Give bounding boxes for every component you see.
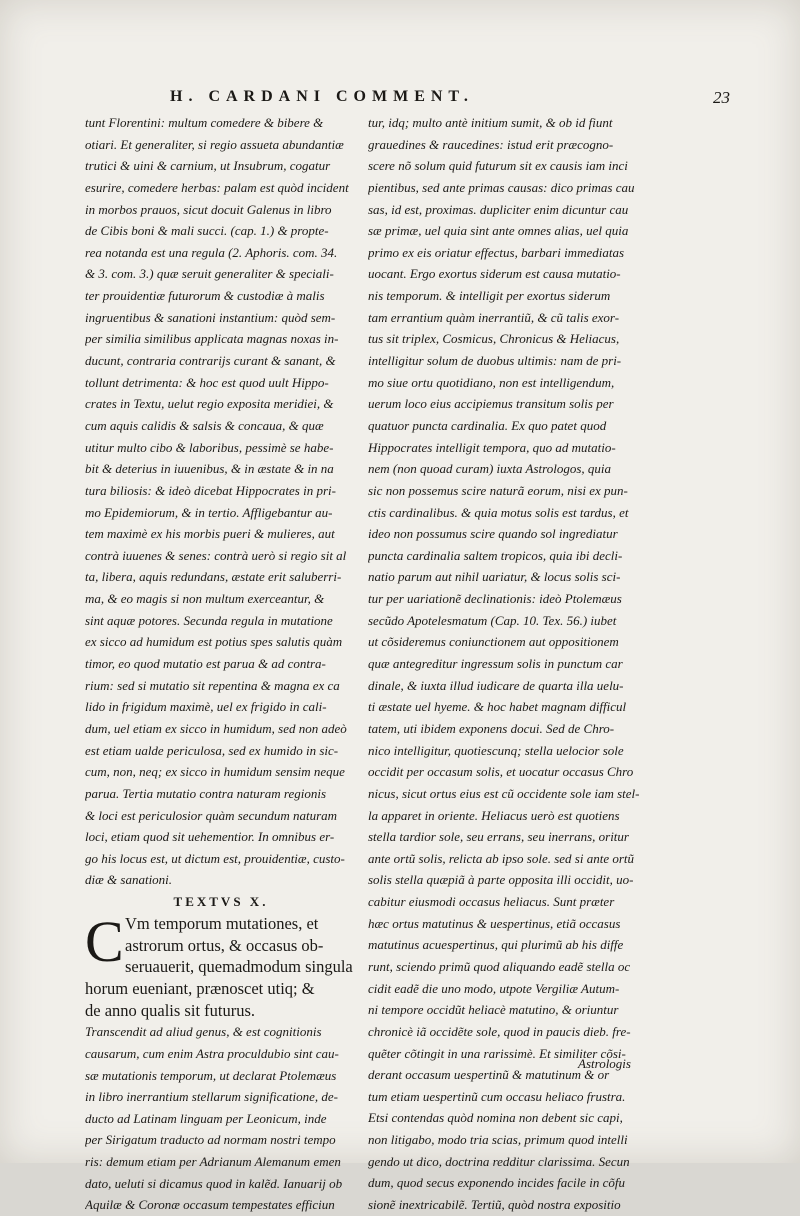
text-line: cidit eadẽ die uno modo, utpote Vergiliæ Autum-	[368, 980, 620, 996]
text-line: dum, uel etiam ex sicco in humidum, sed non adeò	[85, 720, 347, 736]
text-line: stella tardior sole, seu errans, seu inerrans, oritur	[368, 829, 629, 845]
text-line: sic non possemus scire naturã eorum, nisi ex pun-	[368, 482, 628, 498]
text-line: cum, non, neq; ex sicco in humidum sensim neque	[85, 764, 345, 780]
text-line: de Cibis boni & mali succi. (cap. 1.) & propte-	[85, 223, 329, 239]
text-line: in morbos prauos, sicut docuit Galenus in libro	[85, 201, 332, 217]
text-line: non litigabo, modo tria scias, primum quod intelli	[368, 1132, 628, 1148]
text-line: sæ mutationis temporum, ut declarat Ptolemæus	[85, 1067, 337, 1083]
text-line: ducunt, contraria contrarijs curant & sanant, &	[85, 353, 336, 369]
text-line: chronicè iã occidẽte sole, quod in paucis dieb. fre-	[368, 1023, 631, 1039]
section-heading: TEXTVS X.	[173, 894, 269, 910]
text-line: rea notanda est una regula (2. Aphoris. com. 34.	[85, 244, 338, 260]
text-line: intelligitur solum de duobus ultimis: nam de pri-	[368, 353, 622, 369]
text-line: sas, id est, proximas. dupliciter enim dicuntur cau	[368, 201, 629, 217]
text-line: la apparet in oriente. Heliacus uerò est quotiens	[368, 807, 620, 823]
text-line: runt, sciendo primũ quod aliquando eadẽ stella oc	[368, 958, 631, 974]
running-head: H. CARDANI COMMENT.	[170, 88, 474, 105]
text-line: sionẽ inextricabilẽ. Tertiũ, quòd nostra expositio	[368, 1197, 621, 1213]
text-line: quæ antegreditur ingressum solis in punctum car	[368, 656, 623, 672]
text-line: Etsi contendas quòd nomina non debent sic capi,	[368, 1110, 623, 1126]
text-line: cabitur eiusmodi occasus heliacus. Sunt præter	[368, 894, 615, 910]
text-line: primo ex eis oriatur effectus, barbari immediatas	[368, 244, 625, 260]
text-line: secũdo Apotelesmatum (Cap. 10. Tex. 56.) iubet	[368, 612, 617, 628]
right-column	[368, 112, 648, 1216]
text-block	[85, 909, 357, 1021]
text-line: ante ortũ solis, relicta ab ipso sole. sed si ante ortũ	[368, 850, 635, 866]
text-line: lido in frigidum maximè, uel ex frigido in cali-	[85, 699, 327, 715]
text-line: tur per uariationẽ declinationis: ideò Ptolemæus	[368, 591, 622, 607]
text-line: parua. Tertia mutatio contra naturam regionis	[85, 785, 327, 801]
text-line: ris: demum etiam per Adrianum Alemanum emen	[85, 1154, 341, 1170]
text-line: puncta cardinalia saltem tropicos, quia ibi decli-	[368, 547, 623, 563]
text-line: ideo non possumus scire quando sol ingrediatur	[368, 526, 618, 542]
text-line: causarum, cum enim Astra proculdubio sint cau-	[85, 1045, 339, 1061]
text-line: cum aquis calidis & salsis & concaua, & quæ	[85, 417, 324, 433]
text-line: crates in Textu, uelut regio exposita meridiei, &	[85, 396, 334, 412]
text-line: uocant. Ergo exortus siderum est causa mutatio-	[368, 266, 621, 282]
text-line: & loci est periculosior quàm secundum naturam	[85, 807, 338, 823]
text-line: sint aquæ potores. Secunda regula in mutatione	[85, 612, 333, 628]
text-line: ingruentibus & sanationi instantium: quòd sem-	[85, 309, 336, 325]
text-line: go his locus est, ut dictum est, prouidentiæ, custo-	[85, 850, 345, 866]
commentary-block	[85, 1021, 357, 1216]
text-line: pientibus, sed ante primas causas: dico primas cau	[368, 179, 635, 195]
text-line: derant occasum uespertinũ & matutinum & or	[368, 1067, 610, 1083]
text-line: de anno qualis sit futurus.	[85, 1000, 256, 1020]
text-line: esurire, comedere herbas: palam est quòd incident	[85, 179, 349, 195]
text-line: nicus, sicut ortus eius est cũ occidente sole iam stel-	[368, 785, 640, 801]
text-line: astrorum ortus, & occasus ob-	[125, 935, 324, 955]
text-line: tatem, uti ibidem exponens docui. Sed de Chro-	[368, 720, 615, 736]
text-line: est etiam ualde periculosa, sed ex humido in sic-	[85, 742, 339, 758]
right-commentary-block	[368, 112, 648, 1216]
text-line: ta, libera, aquis redundans, æstate erit saluberri-	[85, 569, 342, 585]
text-line: ducto ad Latinam linguam per Leonicum, inde	[85, 1110, 327, 1126]
page-header	[60, 88, 730, 112]
text-line: quẽter cõtingit in una rarissimè. Et similiter cõsi-	[368, 1045, 626, 1061]
text-line: per Sirigatum traducto ad normam nostri tempo	[85, 1132, 336, 1148]
page-number: 23	[713, 88, 730, 107]
text-line: nem (non quoad curam) iuxta Astrologos, quia	[368, 461, 612, 477]
text-line: tura biliosis: & ideò dicebat Hippocrates in pri-	[85, 482, 336, 498]
text-line: occidit per occasum solis, et uocatur occasus Chro	[368, 764, 634, 780]
text-line: tus sit triplex, Cosmicus, Chronicus & Heliacus,	[368, 331, 620, 347]
text-line: ex sicco ad humidum est potius spes salutis quàm	[85, 634, 343, 650]
text-line: sæ primæ, uel quia sint ante omnes alias, uel quia	[368, 223, 629, 239]
text-line: Vm temporum mutationes, et	[125, 914, 319, 934]
text-line: dum, quod secus exponendo incides facile in cõfu	[368, 1175, 626, 1191]
text-line: contrà iuuenes & senes: contrà uerò si regio sit al	[85, 547, 347, 563]
text-line: seruauerit, quemadmodum singula	[125, 957, 353, 977]
left-commentary-block	[85, 112, 357, 891]
text-line: bit & deterius in iuuenibus, & in æstate & in na	[85, 461, 334, 477]
text-line: per similia similibus applicata magnas noxas in-	[85, 331, 339, 347]
text-line: hæc ortus matutinus & uespertinus, etiã occasus	[368, 915, 621, 931]
text-line: grauedines & raucedines: istud erit præcogno-	[368, 136, 614, 152]
text-line: nis temporum. & intelligit per exortus siderum	[368, 288, 611, 304]
text-line: diæ & sanationi.	[85, 872, 173, 888]
text-line: mo siue ortu quotidiano, non est intelligendum,	[368, 374, 615, 390]
text-line: in libro inerrantium stellarum significatione, de-	[85, 1089, 339, 1105]
text-line: tum etiam uespertinũ cum occasu heliaco frustra.	[368, 1088, 626, 1104]
text-line: dinale, & iuxta illud iudicare de quarta illa uelu-	[368, 677, 624, 693]
text-line: ctis cardinalibus. & quia motus solis est tardus, et	[368, 504, 629, 520]
text-line: tollunt detrimenta: & hoc est quod uult Hippo-	[85, 374, 329, 390]
text-line: ti æstate uel hyeme. & hoc habet magnam difficul	[368, 699, 627, 715]
text-line: uerum loco eius accipiemus transitum solis per	[368, 396, 614, 412]
drop-cap-initial: C	[85, 909, 124, 975]
text-line: natio parum aut nihil uariatur, & locus solis sci-	[368, 569, 621, 585]
text-line: loci, etiam quod sit uehementior. In omnibus er-	[85, 829, 335, 845]
text-line: Transcendit ad aliud genus, & est cognitionis	[85, 1024, 322, 1040]
text-line: tem maximè ex his morbis pueri & mulieres, aut	[85, 526, 335, 542]
text-line: matutinus acuespertinus, qui plurimũ ab his diffe	[368, 937, 624, 953]
text-line: scere nõ solum quid futurum sit ex causis iam inci	[368, 158, 628, 174]
text-line: ni tempore occidũt heliacè matutino, & oriuntur	[368, 1002, 619, 1018]
text-line: nico intelligitur, quotiescunq; stella uelocior sole	[368, 742, 624, 758]
left-column	[85, 112, 357, 1216]
text-line: gendo ut dico, doctrina redditur clarissima. Secun	[368, 1153, 630, 1169]
text-line: quatuor puncta cardinalia. Ex quo patet quod	[368, 417, 607, 433]
text-line: & 3. com. 3.) quæ seruit generaliter & speciali-	[85, 266, 334, 282]
text-line: ma, & eo magis si non multum exerceantur, &	[85, 591, 325, 607]
text-line: tunt Florentini: multum comedere & bibere &	[85, 115, 324, 130]
text-line: ut cõsideremus coniunctionem aut oppositionem	[368, 634, 619, 650]
text-line: horum eueniant, prænoscet utiq; &	[85, 978, 315, 998]
text-line: tur, idq; multo antè initium sumit, & ob id fiunt	[368, 115, 613, 130]
catchword: Astrologis	[578, 1056, 631, 1071]
text-line: Hippocrates intelligit tempora, quo ad mutatio-	[368, 439, 616, 455]
text-line: tam errantium quàm inerrantiũ, & cũ talis exor-	[368, 309, 620, 325]
text-line: mo Epidemiorum, & in tertio. Affligebantur au-	[85, 504, 333, 520]
text-line: otiari. Et generaliter, si regio assueta abundantiæ	[85, 136, 344, 152]
text-line: timor, eo quod mutatio est parua & ad contra-	[85, 656, 326, 672]
text-line: Aquilæ & Coronæ occasum tempestates efficiun	[85, 1197, 335, 1213]
text-line: trutici & uini & carnium, ut Insubrum, cogatur	[85, 158, 331, 174]
text-line: ter prouidentiæ futurorum & custodiæ à malis	[85, 288, 325, 304]
text-line: dato, ueluti si dicamus quod in kalẽd. Ianuarij ob	[85, 1175, 343, 1191]
text-line: utitur multo cibo & laboribus, pessimè se habe-	[85, 439, 334, 455]
text-line: solis stella quæpiã à parte opposita illi occidit, uo-	[368, 872, 634, 888]
text-line: rium: sed si mutatio sit repentina & magna ex ca	[85, 677, 340, 693]
